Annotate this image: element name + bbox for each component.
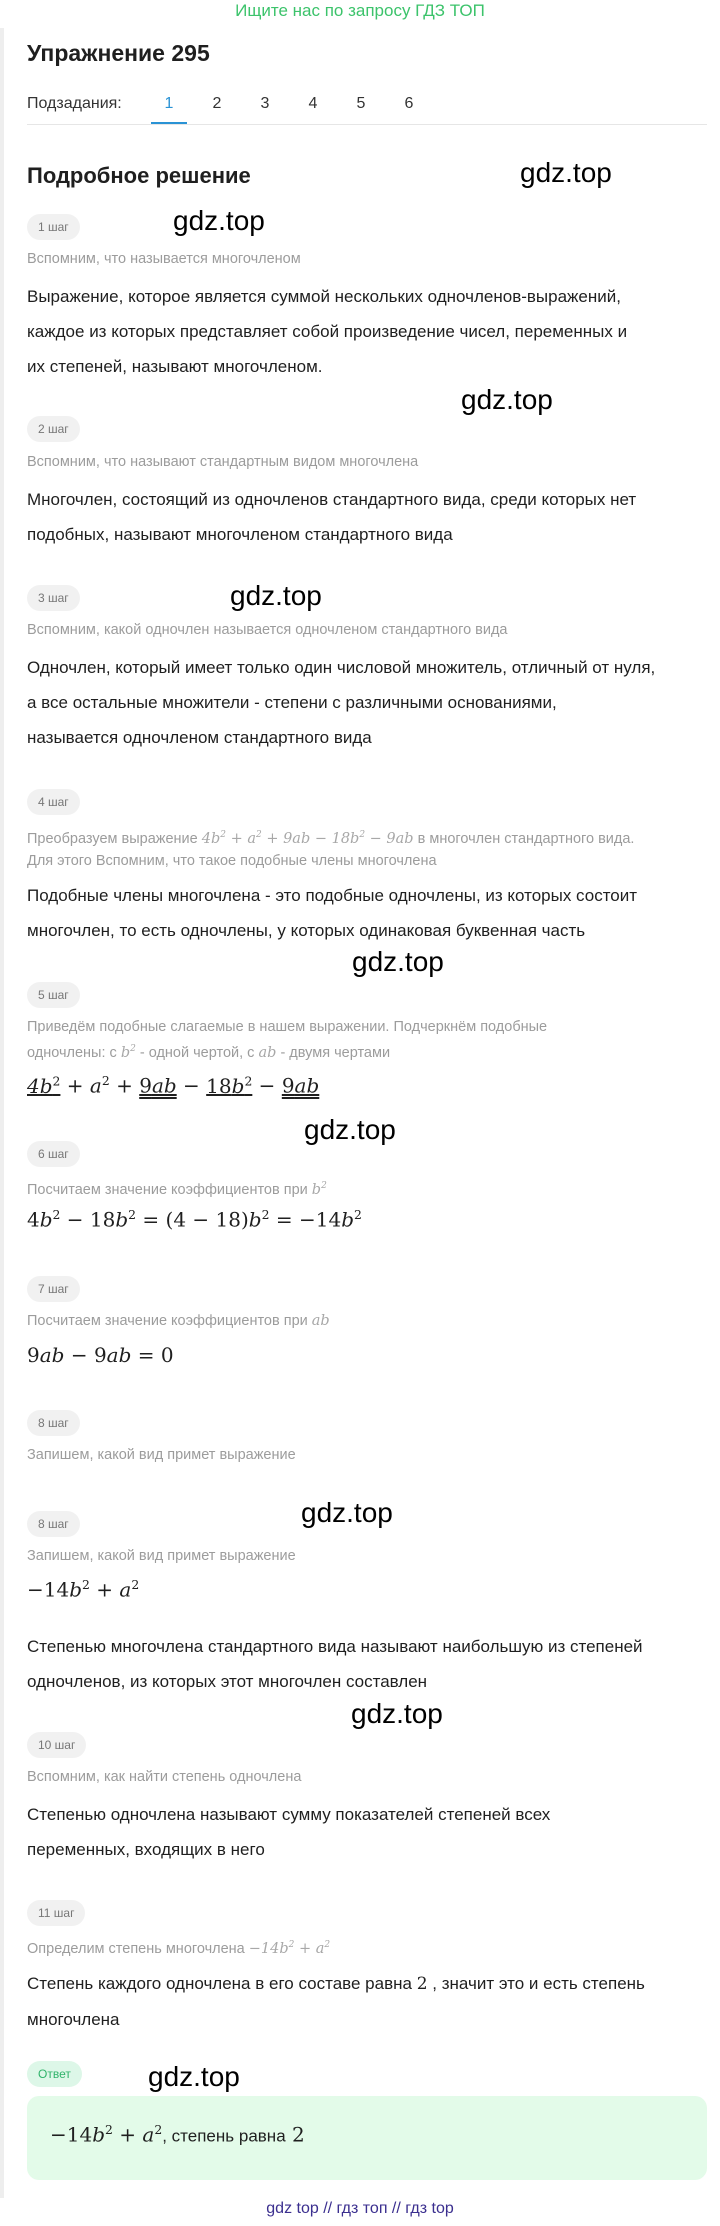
step-badge: 8 шаг bbox=[27, 1511, 80, 1537]
text-line: Подобные члены многочлена - это подобные одночлены, из которых состоит bbox=[27, 886, 638, 905]
step-badge: 8 шаг bbox=[27, 1410, 80, 1436]
text-line: подобных, называют многочленом стандартного вида bbox=[27, 525, 453, 544]
step-badge: 11 шаг bbox=[27, 1900, 85, 1926]
text-line: Степенью одночлена называют сумму показателей степеней всех bbox=[27, 1805, 551, 1824]
step-hint: Вспомним, что называют стандартным видом многочлена bbox=[27, 454, 419, 470]
step-hint bbox=[27, 1016, 707, 1064]
text-line: Выражение, которое является суммой нескольких одночленов-выражений, bbox=[27, 287, 621, 306]
answer-label: , степень равна bbox=[162, 2126, 286, 2146]
hint-text: Посчитаем значение коэффициентов при bbox=[27, 1181, 308, 1198]
answer-badge: Ответ bbox=[27, 2061, 82, 2087]
watermark: gdz.top bbox=[461, 384, 553, 415]
subtask-tab-2[interactable]: 2 bbox=[212, 95, 222, 112]
step-hint bbox=[27, 824, 707, 872]
hint-text: - одной чертой, с bbox=[139, 1044, 255, 1061]
formula-underlined: $4b^2 + a^2 + 9ab - 18b^2 - 9ab$ bbox=[27, 1073, 320, 1098]
subtask-tab-5[interactable]: 5 bbox=[356, 95, 366, 112]
step-badge: 5 шаг bbox=[27, 982, 80, 1008]
math-ab: ab bbox=[311, 1313, 330, 1329]
math-expression: $4b^2 + a^2 + 9ab - 18b^2 - 9ab$ bbox=[201, 830, 414, 847]
watermark: gdz.top bbox=[520, 157, 612, 188]
text-part: , значит это и есть степень bbox=[432, 1974, 645, 1993]
text-line: одночленов, из которых этот многочлен составлен bbox=[27, 1672, 428, 1691]
text-line: переменных, входящих в него bbox=[27, 1840, 265, 1859]
text-line bbox=[27, 1966, 707, 2002]
step-text bbox=[27, 482, 707, 552]
hint-text: Посчитаем значение коэффициентов при bbox=[27, 1313, 308, 1329]
subtask-label: Подзадания: bbox=[27, 95, 122, 112]
answer-text: $-14b^2 + a^2$, степень равна 2 bbox=[50, 2122, 305, 2147]
hint-text: Приведём подобные слагаемые в нашем выражении. Подчеркнём подобные bbox=[27, 1019, 548, 1035]
answer-degree: 2 bbox=[292, 2122, 305, 2147]
step-text bbox=[27, 1797, 707, 1867]
hint-text: Определим степень многочлена bbox=[27, 1940, 245, 1957]
step-hint: Запишем, какой вид примет выражение bbox=[27, 1548, 296, 1564]
text-part: Степень каждого одночлена в его составе равна bbox=[27, 1974, 412, 1993]
watermark: gdz.top bbox=[352, 946, 444, 977]
hint-text: в многочлен стандартного вида. bbox=[417, 830, 635, 847]
step-badge: 3 шаг bbox=[27, 585, 80, 611]
section-title: Подробное решение bbox=[27, 163, 251, 188]
hint-text: одночлены: с bbox=[27, 1044, 117, 1061]
step-text bbox=[27, 1966, 707, 2037]
math-ab: ab bbox=[258, 1044, 277, 1061]
step-badge: 1 шаг bbox=[27, 214, 80, 240]
text-line: Одночлен, который имеет только один числовой множитель, отличный от нуля, bbox=[27, 658, 656, 677]
step-hint: Вспомним, что называется многочленом bbox=[27, 251, 301, 267]
watermark: gdz.top bbox=[148, 2061, 240, 2092]
subtask-tab-4[interactable]: 4 bbox=[308, 95, 318, 112]
step-hint bbox=[27, 1310, 707, 1332]
math-b2: $b^2$ bbox=[120, 1044, 136, 1061]
degree-number: 2 bbox=[416, 1974, 428, 1994]
hint-text: Преобразуем выражение bbox=[27, 830, 198, 847]
answer-box bbox=[27, 2096, 707, 2180]
text-line: многочлен, то есть одночлены, у которых одинаковая буквенная часть bbox=[27, 921, 586, 940]
watermark: gdz.top bbox=[351, 1698, 443, 1729]
text-line: Многочлен, состоящий из одночленов стандартного вида, среди которых нет bbox=[27, 490, 637, 509]
step-text bbox=[27, 878, 707, 948]
hint-text: Для этого Вспомним, что такое подобные члены многочлена bbox=[27, 852, 437, 869]
step-badge: 7 шаг bbox=[27, 1276, 80, 1302]
watermark: gdz.top bbox=[304, 1114, 396, 1145]
formula: $-14b^2 + a^2$ bbox=[27, 1577, 140, 1602]
watermark: gdz.top bbox=[173, 205, 265, 236]
left-border bbox=[0, 28, 4, 2198]
math-b2: $b^2$ bbox=[311, 1181, 327, 1198]
step-hint bbox=[27, 1934, 707, 1960]
search-banner[interactable]: Ищите нас по запросу ГДЗ ТОП bbox=[235, 1, 485, 20]
footer-links[interactable]: gdz top // гдз топ // гдз top bbox=[266, 2200, 454, 2217]
step-text bbox=[27, 1629, 707, 1699]
text-line: называется одночленом стандартного вида bbox=[27, 728, 372, 747]
text-line: Степенью многочлена стандартного вида называют наибольшую из степеней bbox=[27, 1637, 643, 1656]
text-line: а все остальные множители - степени с различными основаниями, bbox=[27, 693, 557, 712]
step-text bbox=[27, 650, 707, 755]
text-line: многочлена bbox=[27, 2010, 120, 2029]
step-badge: 10 шаг bbox=[27, 1732, 86, 1758]
step-badge: 6 шаг bbox=[27, 1141, 80, 1167]
watermark: gdz.top bbox=[301, 1497, 393, 1528]
page-title: Упражнение 295 bbox=[27, 40, 210, 66]
formula: 9ab − 9ab = 0 bbox=[27, 1343, 174, 1367]
text-line: их степеней, называют многочленом. bbox=[27, 357, 323, 376]
step-badge: 4 шаг bbox=[27, 789, 80, 815]
text-line: каждое из которых представляет собой произведение чисел, переменных и bbox=[27, 322, 628, 341]
divider bbox=[27, 124, 707, 125]
math-expression: $-14b^2 + a^2$ bbox=[248, 1940, 331, 1957]
formula: $4b^2 - 18b^2 = (4 - 18)b^2 = -14b^2$ bbox=[27, 1207, 362, 1232]
step-badge: 2 шаг bbox=[27, 416, 80, 442]
watermark: gdz.top bbox=[230, 580, 322, 611]
step-hint bbox=[27, 1175, 707, 1201]
step-hint: Вспомним, как найти степень одночлена bbox=[27, 1769, 302, 1785]
hint-text: - двумя чертами bbox=[280, 1044, 391, 1061]
subtask-tab-1[interactable]: 1 bbox=[151, 92, 187, 125]
step-text bbox=[27, 279, 707, 384]
step-hint: Вспомним, какой одночлен называется одночленом стандартного вида bbox=[27, 622, 508, 638]
subtask-tab-3[interactable]: 3 bbox=[260, 95, 270, 112]
subtask-tab-6[interactable]: 6 bbox=[404, 95, 414, 112]
step-hint: Запишем, какой вид примет выражение bbox=[27, 1447, 296, 1463]
